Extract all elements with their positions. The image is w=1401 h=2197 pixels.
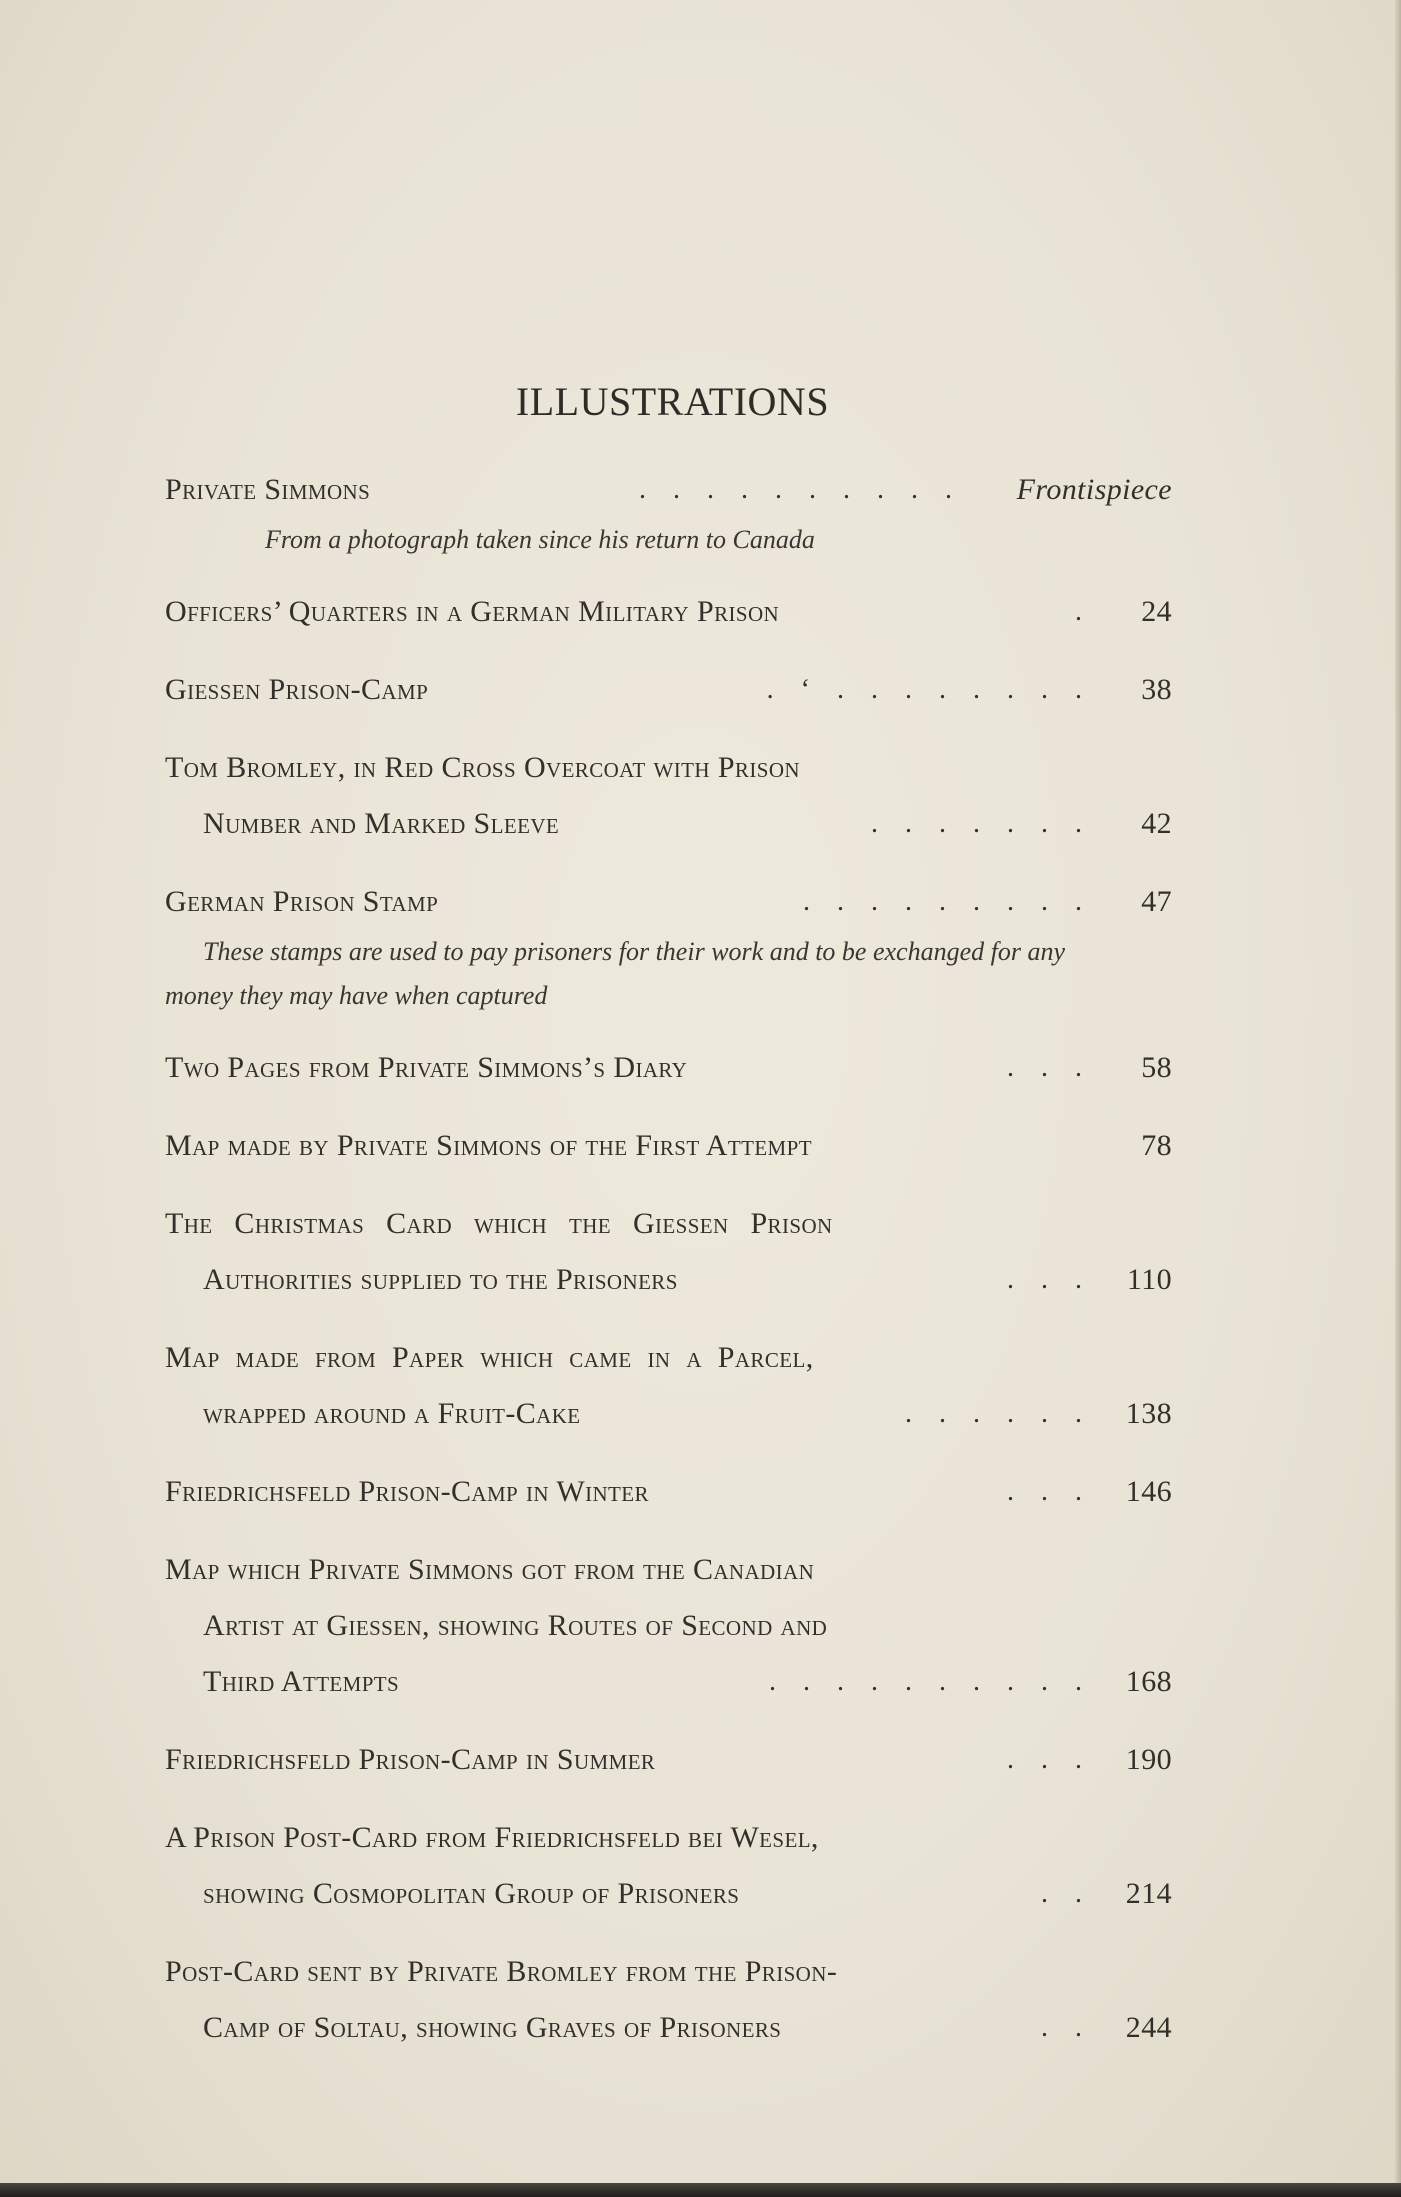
entry-title: Friedrichsfeld Prison-Camp in Summer	[165, 1743, 656, 1776]
dot-leaders: . .	[1041, 1878, 1092, 1909]
dot-leaders: . . . . . . . . .	[803, 886, 1092, 917]
entry-line	[165, 874, 1172, 930]
page-number: 244	[1125, 2011, 1172, 2044]
entry-title: Two Pages from Private Simmons’s Diary	[165, 1051, 688, 1084]
list-item	[165, 740, 1172, 852]
illustrations-list	[165, 462, 1172, 2078]
list-item	[165, 1810, 1172, 1922]
entry-title: Map which Private Simmons got from the Canadian	[165, 1553, 815, 1586]
page-number: 190	[1125, 1743, 1172, 1776]
page-number: 168	[1125, 1665, 1172, 1698]
dot-leaders: .	[1075, 596, 1092, 627]
entry-line	[165, 1040, 1172, 1096]
entry-title: Post-Card sent by Private Bromley from the Prison-	[165, 1955, 838, 1988]
dot-leaders: . . . . . . . . . .	[639, 474, 962, 505]
entry-title: Map made from Paper which came in a Parcel,	[165, 1341, 814, 1374]
entry-title: A Prison Post-Card from Friedrichsfeld bei Wesel,	[165, 1821, 819, 1854]
entry-title-continued: Artist at Giessen, showing Routes of Second and	[203, 1609, 828, 1642]
entry-line	[165, 796, 1172, 852]
entry-line	[165, 584, 1172, 640]
list-item	[165, 1732, 1172, 1788]
page-edge	[1395, 0, 1401, 2197]
page-bottom-edge	[0, 2183, 1401, 2197]
entry-title-continued: Number and Marked Sleeve	[203, 807, 560, 840]
entry-line	[165, 1944, 1172, 2000]
list-item	[165, 662, 1172, 718]
list-item	[165, 462, 1172, 562]
page-number: Frontispiece	[1016, 473, 1172, 506]
page-number: 146	[1125, 1475, 1172, 1508]
entry-title: Officers’ Quarters in a German Military Prison	[165, 595, 780, 628]
entry-line	[165, 1654, 1172, 1710]
page-heading: ILLUSTRATIONS	[515, 379, 830, 424]
dot-leaders: . . .	[1007, 1264, 1092, 1295]
dot-leaders: . ‘ . . . . . . . .	[766, 674, 1092, 705]
entry-line	[165, 1386, 1172, 1442]
entry-title: Map made by Private Simmons of the First Attempt	[165, 1129, 812, 1162]
entry-title: Giessen Prison-Camp	[165, 673, 429, 706]
entry-line	[165, 1196, 1172, 1252]
entry-title: Friedrichsfeld Prison-Camp in Winter	[165, 1475, 649, 1508]
entry-title-continued: showing Cosmopolitan Group of Prisoners	[203, 1877, 740, 1910]
list-item	[165, 1464, 1172, 1520]
list-item	[165, 1330, 1172, 1442]
dot-leaders: . . . . . . . . . .	[769, 1666, 1092, 1697]
entry-title-continued: Camp of Soltau, showing Graves of Prisoners	[203, 2011, 782, 2044]
dot-leaders: . . . . . . .	[871, 808, 1092, 839]
entry-title: German Prison Stamp	[165, 885, 439, 918]
entry-title-continued: wrapped around a Fruit-Cake	[203, 1397, 581, 1430]
dot-leaders: . .	[1041, 2012, 1092, 2043]
entry-line	[165, 1866, 1172, 1922]
dot-leaders: . . . . . .	[905, 1398, 1092, 1429]
entry-title: Tom Bromley, in Red Cross Overcoat with Prison	[165, 751, 800, 784]
page-number: 110	[1126, 1263, 1172, 1296]
page-number: 24	[1141, 595, 1172, 628]
page-number: 47	[1141, 885, 1172, 918]
list-item	[165, 1118, 1172, 1174]
entry-line	[165, 1732, 1172, 1788]
entry-line	[165, 1330, 1172, 1386]
page-number: 214	[1125, 1877, 1172, 1910]
entry-line	[165, 662, 1172, 718]
list-item	[165, 1196, 1172, 1308]
list-item	[165, 1944, 1172, 2056]
entry-line	[165, 462, 1172, 518]
entry-line	[165, 1464, 1172, 1520]
entry-note: These stamps are used to pay prisoners for their work and to be exchanged for any money they may have when captured	[165, 937, 1065, 1010]
entry-line	[165, 2000, 1172, 2056]
entry-line	[165, 1118, 1172, 1174]
list-item	[165, 1040, 1172, 1096]
entry-note: From a photograph taken since his return to Canada	[265, 525, 815, 554]
entry-title-continued: Third Attempts	[203, 1665, 400, 1698]
page-number: 38	[1141, 673, 1172, 706]
dot-leaders: . . .	[1007, 1052, 1092, 1083]
entry-title-continued: Authorities supplied to the Prisoners	[203, 1263, 678, 1296]
entry-title: Private Simmons	[165, 473, 371, 506]
entry-line	[165, 1252, 1172, 1308]
page-number: 42	[1141, 807, 1172, 840]
page-number: 138	[1125, 1397, 1172, 1430]
list-item	[165, 874, 1172, 1018]
entry-title: The Christmas Card which the Giessen Prison	[165, 1207, 833, 1240]
page-number: 58	[1141, 1051, 1172, 1084]
dot-leaders: . . .	[1007, 1476, 1092, 1507]
entry-line	[165, 1598, 1172, 1654]
page-number: 78	[1141, 1129, 1172, 1162]
list-item	[165, 584, 1172, 640]
entry-line	[165, 1810, 1172, 1866]
entry-line	[165, 740, 1172, 796]
entry-line	[165, 1542, 1172, 1598]
list-item	[165, 1542, 1172, 1710]
dot-leaders: . . .	[1007, 1744, 1092, 1775]
